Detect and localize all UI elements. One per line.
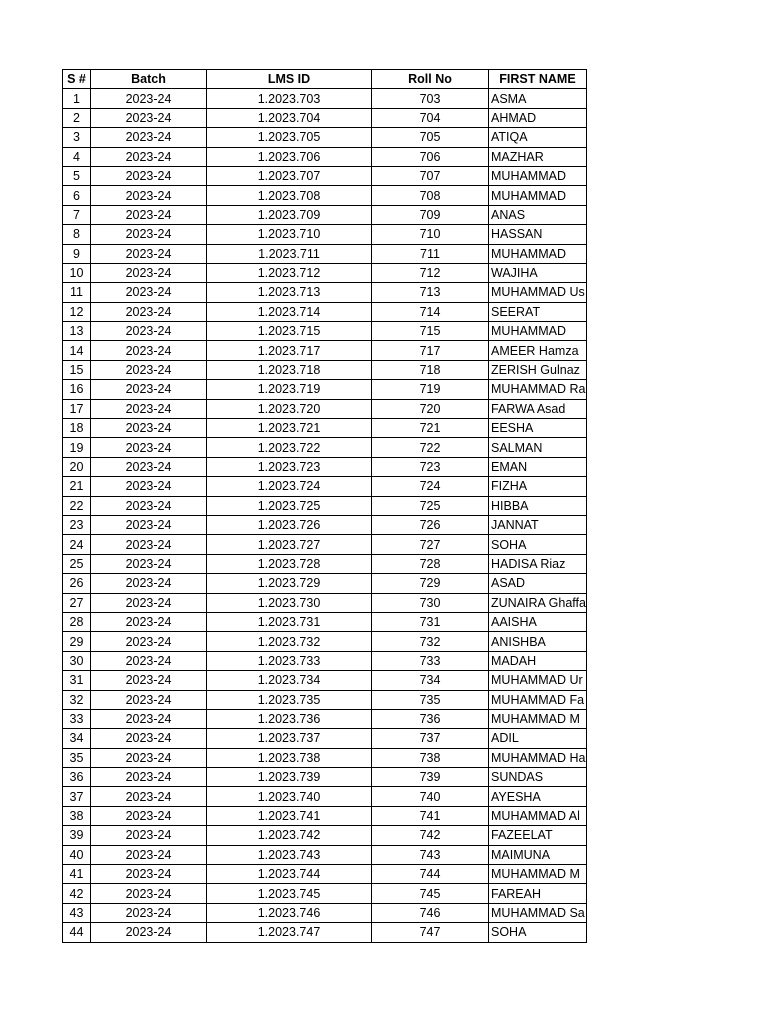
cell-roll-no[interactable]: 714 xyxy=(372,302,489,321)
cell-sn[interactable]: 8 xyxy=(63,225,91,244)
cell-lms-id[interactable]: 1.2023.735 xyxy=(207,690,372,709)
cell-roll-no[interactable]: 730 xyxy=(372,593,489,612)
cell-sn[interactable]: 37 xyxy=(63,787,91,806)
cell-lms-id[interactable]: 1.2023.741 xyxy=(207,806,372,825)
cell-sn[interactable]: 18 xyxy=(63,419,91,438)
cell-roll-no[interactable]: 720 xyxy=(372,399,489,418)
cell-sn[interactable]: 14 xyxy=(63,341,91,360)
cell-lms-id[interactable]: 1.2023.733 xyxy=(207,651,372,670)
cell-roll-no[interactable]: 744 xyxy=(372,865,489,884)
cell-sn[interactable]: 35 xyxy=(63,748,91,767)
cell-sn[interactable]: 16 xyxy=(63,380,91,399)
table-row xyxy=(63,845,587,864)
cell-roll-no[interactable]: 719 xyxy=(372,380,489,399)
cell-first-name[interactable]: WAJIHA xyxy=(489,263,587,282)
cell-lms-id[interactable]: 1.2023.730 xyxy=(207,593,372,612)
cell-lms-id[interactable]: 1.2023.747 xyxy=(207,923,372,942)
cell-sn[interactable]: 21 xyxy=(63,477,91,496)
cell-batch[interactable]: 2023-24 xyxy=(91,632,207,651)
spreadsheet-sheet xyxy=(62,69,587,943)
cell-roll-no[interactable]: 724 xyxy=(372,477,489,496)
table-row xyxy=(63,89,587,108)
cell-batch[interactable]: 2023-24 xyxy=(91,419,207,438)
cell-batch[interactable]: 2023-24 xyxy=(91,593,207,612)
cell-roll-no[interactable]: 740 xyxy=(372,787,489,806)
table-row xyxy=(63,729,587,748)
cell-first-name[interactable]: ASMA xyxy=(489,89,587,108)
table-row xyxy=(63,496,587,515)
cell-batch[interactable]: 2023-24 xyxy=(91,89,207,108)
cell-roll-no[interactable]: 722 xyxy=(372,438,489,457)
cell-sn[interactable]: 25 xyxy=(63,554,91,573)
cell-lms-id[interactable]: 1.2023.715 xyxy=(207,322,372,341)
cell-lms-id[interactable]: 1.2023.723 xyxy=(207,457,372,476)
cell-lms-id[interactable]: 1.2023.705 xyxy=(207,128,372,147)
cell-batch[interactable]: 2023-24 xyxy=(91,438,207,457)
cell-roll-no[interactable]: 712 xyxy=(372,263,489,282)
cell-first-name[interactable]: SALMAN xyxy=(489,438,587,457)
cell-roll-no[interactable]: 723 xyxy=(372,457,489,476)
cell-batch[interactable]: 2023-24 xyxy=(91,399,207,418)
table-row xyxy=(63,748,587,767)
cell-roll-no[interactable]: 745 xyxy=(372,884,489,903)
cell-batch[interactable]: 2023-24 xyxy=(91,147,207,166)
cell-sn[interactable]: 6 xyxy=(63,186,91,205)
cell-lms-id[interactable]: 1.2023.707 xyxy=(207,166,372,185)
cell-first-name[interactable]: AAISHA xyxy=(489,612,587,631)
cell-roll-no[interactable]: 741 xyxy=(372,806,489,825)
cell-batch[interactable]: 2023-24 xyxy=(91,535,207,554)
cell-first-name[interactable]: MUHAMMAD xyxy=(489,166,587,185)
table-body xyxy=(63,89,587,942)
cell-batch[interactable]: 2023-24 xyxy=(91,729,207,748)
table-row xyxy=(63,574,587,593)
cell-first-name[interactable]: ZERISH Gulnaz xyxy=(489,360,587,379)
cell-lms-id[interactable]: 1.2023.734 xyxy=(207,671,372,690)
cell-sn[interactable]: 31 xyxy=(63,671,91,690)
cell-first-name[interactable]: AMEER Hamza xyxy=(489,341,587,360)
column-header-roll-no[interactable]: Roll No xyxy=(372,70,489,89)
table-row xyxy=(63,884,587,903)
table-row xyxy=(63,457,587,476)
cell-sn[interactable]: 41 xyxy=(63,865,91,884)
cell-sn[interactable]: 10 xyxy=(63,263,91,282)
cell-sn[interactable]: 33 xyxy=(63,709,91,728)
cell-batch[interactable]: 2023-24 xyxy=(91,574,207,593)
cell-sn[interactable]: 12 xyxy=(63,302,91,321)
table-row xyxy=(63,632,587,651)
cell-batch[interactable]: 2023-24 xyxy=(91,205,207,224)
table-row xyxy=(63,166,587,185)
table-row xyxy=(63,535,587,554)
cell-sn[interactable]: 23 xyxy=(63,515,91,534)
cell-sn[interactable]: 38 xyxy=(63,806,91,825)
cell-batch[interactable]: 2023-24 xyxy=(91,826,207,845)
cell-first-name[interactable]: MUHAMMAD xyxy=(489,322,587,341)
cell-roll-no[interactable]: 736 xyxy=(372,709,489,728)
cell-batch[interactable]: 2023-24 xyxy=(91,671,207,690)
cell-first-name[interactable]: ASAD xyxy=(489,574,587,593)
cell-lms-id[interactable]: 1.2023.714 xyxy=(207,302,372,321)
table-row xyxy=(63,302,587,321)
cell-batch[interactable]: 2023-24 xyxy=(91,263,207,282)
cell-batch[interactable]: 2023-24 xyxy=(91,845,207,864)
cell-batch[interactable]: 2023-24 xyxy=(91,496,207,515)
column-header-lms-id[interactable]: LMS ID xyxy=(207,70,372,89)
student-roster-table xyxy=(62,69,587,943)
cell-roll-no[interactable]: 735 xyxy=(372,690,489,709)
cell-first-name[interactable]: SUNDAS xyxy=(489,768,587,787)
cell-lms-id[interactable]: 1.2023.717 xyxy=(207,341,372,360)
cell-lms-id[interactable]: 1.2023.745 xyxy=(207,884,372,903)
cell-batch[interactable]: 2023-24 xyxy=(91,108,207,127)
cell-batch[interactable]: 2023-24 xyxy=(91,477,207,496)
cell-roll-no[interactable]: 728 xyxy=(372,554,489,573)
cell-batch[interactable]: 2023-24 xyxy=(91,166,207,185)
table-row xyxy=(63,128,587,147)
cell-first-name[interactable]: MUHAMMAD Ur xyxy=(489,671,587,690)
cell-first-name[interactable]: MUHAMMAD Fa xyxy=(489,690,587,709)
cell-lms-id[interactable]: 1.2023.725 xyxy=(207,496,372,515)
cell-batch[interactable]: 2023-24 xyxy=(91,806,207,825)
cell-first-name[interactable]: MUHAMMAD Us xyxy=(489,283,587,302)
cell-roll-no[interactable]: 747 xyxy=(372,923,489,942)
table-row xyxy=(63,205,587,224)
cell-sn[interactable]: 26 xyxy=(63,574,91,593)
cell-lms-id[interactable]: 1.2023.724 xyxy=(207,477,372,496)
cell-sn[interactable]: 28 xyxy=(63,612,91,631)
cell-roll-no[interactable]: 733 xyxy=(372,651,489,670)
cell-sn[interactable]: 15 xyxy=(63,360,91,379)
cell-roll-no[interactable]: 708 xyxy=(372,186,489,205)
cell-first-name[interactable]: EESHA xyxy=(489,419,587,438)
cell-lms-id[interactable]: 1.2023.743 xyxy=(207,845,372,864)
table-row xyxy=(63,108,587,127)
cell-first-name[interactable]: HASSAN xyxy=(489,225,587,244)
cell-batch[interactable]: 2023-24 xyxy=(91,380,207,399)
cell-sn[interactable]: 1 xyxy=(63,89,91,108)
cell-lms-id[interactable]: 1.2023.711 xyxy=(207,244,372,263)
cell-roll-no[interactable]: 704 xyxy=(372,108,489,127)
table-row xyxy=(63,477,587,496)
cell-first-name[interactable]: FIZHA xyxy=(489,477,587,496)
table-row xyxy=(63,380,587,399)
cell-first-name[interactable]: AHMAD xyxy=(489,108,587,127)
cell-lms-id[interactable]: 1.2023.719 xyxy=(207,380,372,399)
cell-batch[interactable]: 2023-24 xyxy=(91,128,207,147)
cell-first-name[interactable]: MUHAMMAD Ra xyxy=(489,380,587,399)
cell-sn[interactable]: 7 xyxy=(63,205,91,224)
cell-lms-id[interactable]: 1.2023.713 xyxy=(207,283,372,302)
cell-sn[interactable]: 44 xyxy=(63,923,91,942)
cell-roll-no[interactable]: 746 xyxy=(372,903,489,922)
cell-sn[interactable]: 27 xyxy=(63,593,91,612)
cell-lms-id[interactable]: 1.2023.739 xyxy=(207,768,372,787)
cell-sn[interactable]: 32 xyxy=(63,690,91,709)
cell-first-name[interactable]: JANNAT xyxy=(489,515,587,534)
cell-lms-id[interactable]: 1.2023.722 xyxy=(207,438,372,457)
cell-sn[interactable]: 39 xyxy=(63,826,91,845)
cell-batch[interactable]: 2023-24 xyxy=(91,865,207,884)
cell-roll-no[interactable]: 705 xyxy=(372,128,489,147)
cell-lms-id[interactable]: 1.2023.740 xyxy=(207,787,372,806)
table-row xyxy=(63,826,587,845)
cell-sn[interactable]: 17 xyxy=(63,399,91,418)
cell-batch[interactable]: 2023-24 xyxy=(91,283,207,302)
cell-first-name[interactable]: MAZHAR xyxy=(489,147,587,166)
cell-sn[interactable]: 3 xyxy=(63,128,91,147)
cell-sn[interactable]: 13 xyxy=(63,322,91,341)
table-row xyxy=(63,806,587,825)
cell-roll-no[interactable]: 742 xyxy=(372,826,489,845)
cell-batch[interactable]: 2023-24 xyxy=(91,244,207,263)
cell-first-name[interactable]: HIBBA xyxy=(489,496,587,515)
cell-lms-id[interactable]: 1.2023.729 xyxy=(207,574,372,593)
cell-roll-no[interactable]: 718 xyxy=(372,360,489,379)
cell-lms-id[interactable]: 1.2023.708 xyxy=(207,186,372,205)
cell-batch[interactable]: 2023-24 xyxy=(91,225,207,244)
cell-sn[interactable]: 4 xyxy=(63,147,91,166)
table-row xyxy=(63,768,587,787)
table-row xyxy=(63,438,587,457)
cell-lms-id[interactable]: 1.2023.712 xyxy=(207,263,372,282)
table-row xyxy=(63,225,587,244)
column-header-first-name[interactable]: FIRST NAME xyxy=(489,70,587,89)
cell-roll-no[interactable]: 709 xyxy=(372,205,489,224)
cell-lms-id[interactable]: 1.2023.746 xyxy=(207,903,372,922)
cell-lms-id[interactable]: 1.2023.726 xyxy=(207,515,372,534)
cell-lms-id[interactable]: 1.2023.728 xyxy=(207,554,372,573)
cell-first-name[interactable]: ADIL xyxy=(489,729,587,748)
cell-sn[interactable]: 34 xyxy=(63,729,91,748)
cell-sn[interactable]: 30 xyxy=(63,651,91,670)
cell-sn[interactable]: 29 xyxy=(63,632,91,651)
cell-roll-no[interactable]: 731 xyxy=(372,612,489,631)
cell-batch[interactable]: 2023-24 xyxy=(91,709,207,728)
table-row xyxy=(63,263,587,282)
cell-lms-id[interactable]: 1.2023.744 xyxy=(207,865,372,884)
cell-first-name[interactable]: HADISA Riaz xyxy=(489,554,587,573)
cell-first-name[interactable]: ANISHBA xyxy=(489,632,587,651)
cell-batch[interactable]: 2023-24 xyxy=(91,322,207,341)
cell-lms-id[interactable]: 1.2023.736 xyxy=(207,709,372,728)
cell-batch[interactable]: 2023-24 xyxy=(91,923,207,942)
cell-sn[interactable]: 9 xyxy=(63,244,91,263)
cell-batch[interactable]: 2023-24 xyxy=(91,612,207,631)
cell-sn[interactable]: 11 xyxy=(63,283,91,302)
cell-batch[interactable]: 2023-24 xyxy=(91,884,207,903)
cell-sn[interactable]: 19 xyxy=(63,438,91,457)
table-row xyxy=(63,593,587,612)
cell-first-name[interactable]: FAZEELAT xyxy=(489,826,587,845)
table-row xyxy=(63,360,587,379)
cell-first-name[interactable]: ATIQA xyxy=(489,128,587,147)
cell-batch[interactable]: 2023-24 xyxy=(91,302,207,321)
table-row xyxy=(63,651,587,670)
table-row xyxy=(63,865,587,884)
cell-sn[interactable]: 40 xyxy=(63,845,91,864)
column-header-sn[interactable]: S # xyxy=(63,70,91,89)
cell-first-name[interactable]: ANAS xyxy=(489,205,587,224)
cell-roll-no[interactable]: 738 xyxy=(372,748,489,767)
cell-lms-id[interactable]: 1.2023.704 xyxy=(207,108,372,127)
table-row xyxy=(63,690,587,709)
cell-lms-id[interactable]: 1.2023.706 xyxy=(207,147,372,166)
cell-sn[interactable]: 2 xyxy=(63,108,91,127)
cell-lms-id[interactable]: 1.2023.742 xyxy=(207,826,372,845)
cell-lms-id[interactable]: 1.2023.720 xyxy=(207,399,372,418)
table-row xyxy=(63,671,587,690)
cell-first-name[interactable]: SOHA xyxy=(489,923,587,942)
cell-lms-id[interactable]: 1.2023.721 xyxy=(207,419,372,438)
cell-roll-no[interactable]: 706 xyxy=(372,147,489,166)
cell-roll-no[interactable]: 710 xyxy=(372,225,489,244)
cell-batch[interactable]: 2023-24 xyxy=(91,457,207,476)
cell-lms-id[interactable]: 1.2023.731 xyxy=(207,612,372,631)
cell-roll-no[interactable]: 703 xyxy=(372,89,489,108)
cell-first-name[interactable]: MAIMUNA xyxy=(489,845,587,864)
table-row xyxy=(63,147,587,166)
cell-batch[interactable]: 2023-24 xyxy=(91,186,207,205)
cell-lms-id[interactable]: 1.2023.737 xyxy=(207,729,372,748)
cell-batch[interactable]: 2023-24 xyxy=(91,787,207,806)
cell-lms-id[interactable]: 1.2023.710 xyxy=(207,225,372,244)
cell-lms-id[interactable]: 1.2023.732 xyxy=(207,632,372,651)
cell-roll-no[interactable]: 721 xyxy=(372,419,489,438)
cell-lms-id[interactable]: 1.2023.703 xyxy=(207,89,372,108)
cell-batch[interactable]: 2023-24 xyxy=(91,341,207,360)
cell-roll-no[interactable]: 734 xyxy=(372,671,489,690)
table-row xyxy=(63,903,587,922)
cell-batch[interactable]: 2023-24 xyxy=(91,690,207,709)
cell-sn[interactable]: 24 xyxy=(63,535,91,554)
cell-first-name[interactable]: ZUNAIRA Ghaffa xyxy=(489,593,587,612)
table-row xyxy=(63,283,587,302)
cell-first-name[interactable]: SOHA xyxy=(489,535,587,554)
cell-roll-no[interactable]: 726 xyxy=(372,515,489,534)
column-header-batch[interactable]: Batch xyxy=(91,70,207,89)
cell-first-name[interactable]: MUHAMMAD Ha xyxy=(489,748,587,767)
cell-first-name[interactable]: AYESHA xyxy=(489,787,587,806)
cell-roll-no[interactable]: 737 xyxy=(372,729,489,748)
cell-first-name[interactable]: MUHAMMAD Al xyxy=(489,806,587,825)
cell-first-name[interactable]: FAREAH xyxy=(489,884,587,903)
header-row xyxy=(63,70,587,89)
cell-batch[interactable]: 2023-24 xyxy=(91,554,207,573)
table-row xyxy=(63,554,587,573)
table-row xyxy=(63,341,587,360)
cell-first-name[interactable]: SEERAT xyxy=(489,302,587,321)
cell-sn[interactable]: 5 xyxy=(63,166,91,185)
table-row xyxy=(63,399,587,418)
cell-batch[interactable]: 2023-24 xyxy=(91,903,207,922)
cell-roll-no[interactable]: 732 xyxy=(372,632,489,651)
cell-sn[interactable]: 43 xyxy=(63,903,91,922)
cell-roll-no[interactable]: 729 xyxy=(372,574,489,593)
cell-roll-no[interactable]: 743 xyxy=(372,845,489,864)
cell-lms-id[interactable]: 1.2023.709 xyxy=(207,205,372,224)
table-row xyxy=(63,787,587,806)
cell-first-name[interactable]: MUHAMMAD M xyxy=(489,865,587,884)
table-row xyxy=(63,419,587,438)
table-row xyxy=(63,322,587,341)
cell-sn[interactable]: 20 xyxy=(63,457,91,476)
table-row xyxy=(63,515,587,534)
cell-sn[interactable]: 42 xyxy=(63,884,91,903)
cell-batch[interactable]: 2023-24 xyxy=(91,360,207,379)
cell-first-name[interactable]: MUHAMMAD xyxy=(489,186,587,205)
cell-first-name[interactable]: EMAN xyxy=(489,457,587,476)
cell-lms-id[interactable]: 1.2023.727 xyxy=(207,535,372,554)
cell-lms-id[interactable]: 1.2023.718 xyxy=(207,360,372,379)
table-row xyxy=(63,709,587,728)
cell-first-name[interactable]: MUHAMMAD xyxy=(489,244,587,263)
cell-first-name[interactable]: MADAH xyxy=(489,651,587,670)
table-row xyxy=(63,612,587,631)
cell-first-name[interactable]: MUHAMMAD Sa xyxy=(489,903,587,922)
cell-batch[interactable]: 2023-24 xyxy=(91,651,207,670)
cell-lms-id[interactable]: 1.2023.738 xyxy=(207,748,372,767)
cell-roll-no[interactable]: 707 xyxy=(372,166,489,185)
table-row xyxy=(63,244,587,263)
cell-batch[interactable]: 2023-24 xyxy=(91,748,207,767)
cell-sn[interactable]: 22 xyxy=(63,496,91,515)
cell-roll-no[interactable]: 717 xyxy=(372,341,489,360)
cell-roll-no[interactable]: 725 xyxy=(372,496,489,515)
table-row xyxy=(63,923,587,942)
cell-roll-no[interactable]: 713 xyxy=(372,283,489,302)
table-row xyxy=(63,186,587,205)
cell-roll-no[interactable]: 715 xyxy=(372,322,489,341)
cell-first-name[interactable]: FARWA Asad xyxy=(489,399,587,418)
cell-first-name[interactable]: MUHAMMAD M xyxy=(489,709,587,728)
cell-batch[interactable]: 2023-24 xyxy=(91,515,207,534)
cell-roll-no[interactable]: 711 xyxy=(372,244,489,263)
cell-batch[interactable]: 2023-24 xyxy=(91,768,207,787)
cell-sn[interactable]: 36 xyxy=(63,768,91,787)
cell-roll-no[interactable]: 739 xyxy=(372,768,489,787)
cell-roll-no[interactable]: 727 xyxy=(372,535,489,554)
